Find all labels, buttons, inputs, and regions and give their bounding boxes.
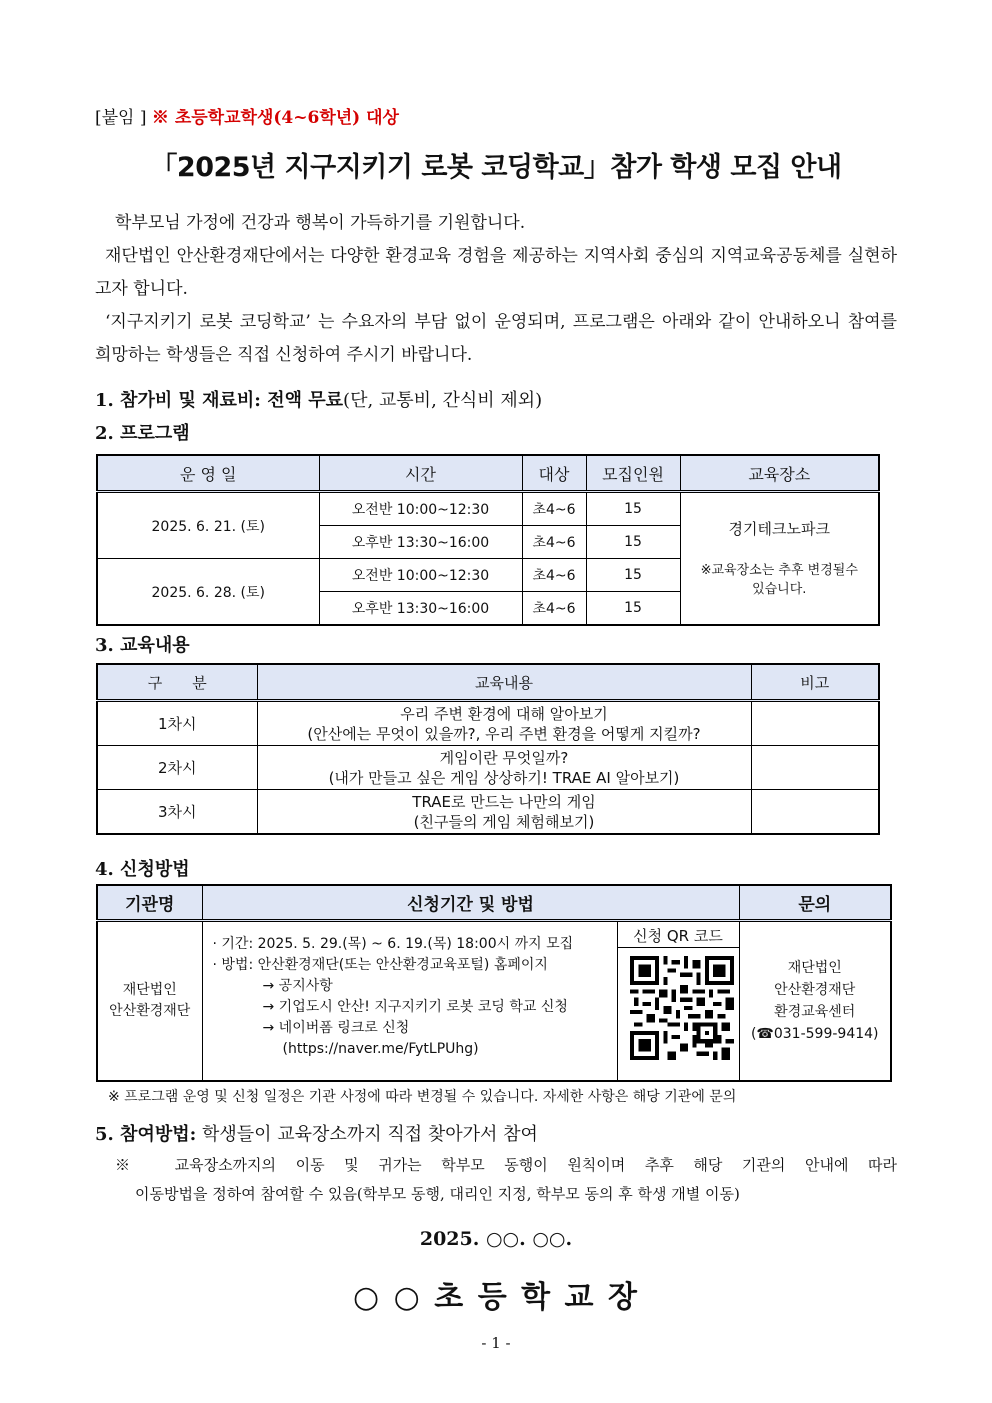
target-cell: 초4~6 [522,592,586,626]
apply-table-header [97,885,891,921]
col-remark: 비고 [751,664,879,701]
content-line: 게임이란 무엇일까? [439,748,569,767]
section-program-label: 2. 프로그램 [95,423,190,444]
target-note: ※ 초등학교학생(4~6학년) 대상 [151,108,399,128]
table-row [97,746,879,790]
content-line: (친구들의 게임 체험해보기) [413,812,595,831]
program-table-header [97,455,879,492]
remark-cell [751,790,879,835]
place-name: 경기테크노파크 [728,520,830,538]
content-cell [257,790,751,835]
table-row [97,492,879,526]
section-fee-label: 1. 참가비 및 재료비: 전액 무료 [95,390,344,411]
table-row [97,790,879,835]
apply-table [96,884,892,1082]
intro-paragraph-2: ‘지구지키기 로봇 코딩학교’ 는 수요자의 부담 없이 운영되며, 프로그램은 아래와 같이 안내하오니 참여를 희망하는 학생들은 직접 신청하여 주시기 바랍니다. [95,312,897,365]
attachment-line [95,103,399,128]
contact-cell [739,921,891,1082]
section-apply-label: 4. 신청방법 [95,859,190,880]
date-cell: 2025. 6. 21. (토) [97,492,319,559]
content-line: (안산에는 무엇이 있을까?, 우리 주변 환경을 어떻게 지킬까? [307,724,701,743]
qr-code-icon[interactable] [618,948,739,1064]
table-row [97,921,891,1082]
remark-cell [751,746,879,790]
target-cell: 초4~6 [522,492,586,526]
program-table [96,454,880,626]
intro-greeting: 학부모님 가정에 건강과 행복이 가득하기를 기원합니다. [115,213,526,233]
qr-title: 신청 QR 코드 [618,922,739,948]
apply-step: → 네이버폼 링크로 신청 [262,1020,410,1036]
participation-note-1: ※ 교육장소까지의 이동 및 귀가는 학부모 동행이 원칙이며 추후 해당 기관의 안내에 따라 [115,1156,897,1174]
place-note: ※교육장소는 추후 변경될수 있습니다. [700,563,858,597]
col-count: 모집인원 [586,455,680,492]
content-table [96,663,880,835]
section-fee-detail: (단, 교통비, 간식비 제외) [343,390,543,411]
org-line: 안산환경재단 [109,1003,191,1019]
intro-paragraph-1: 재단법인 안산환경재단에서는 다양한 환경교육 경험을 제공하는 지역사회 중심의 지역교육공동체를 실현하고자 합니다. [95,246,897,299]
section-program-heading [95,419,190,445]
col-time: 시간 [319,455,522,492]
apply-period: · 기간: 2025. 5. 29.(목) ~ 6. 19.(목) 18:00시 까지 모집 [212,936,574,952]
section-content-label: 3. 교육내용 [95,635,190,656]
time-cell: 오전반 10:00~12:30 [319,559,522,592]
col-session: 구 분 [97,664,257,701]
target-cell: 초4~6 [522,526,586,559]
col-method: 신청기간 및 방법 [202,885,739,921]
col-place: 교육장소 [680,455,879,492]
count-cell: 15 [586,559,680,592]
section-participation [95,1120,538,1146]
session-cell: 3차시 [97,790,257,835]
session-cell: 2차시 [97,746,257,790]
count-cell: 15 [586,492,680,526]
content-line: 우리 주변 환경에 대해 알아보기 [400,704,608,723]
section-fee [95,386,542,412]
remark-cell [751,701,879,746]
method-cell [202,921,617,1082]
section-participation-detail: 학생들이 교육장소까지 직접 찾아가서 참여 [202,1124,538,1145]
contact-line: 환경교육센터 [774,1004,856,1020]
col-content: 교육내용 [257,664,751,701]
apply-method: · 방법: 안산환경재단(또는 안산환경교육포털) 홈페이지 [212,957,548,973]
col-date: 운 영 일 [97,455,319,492]
time-cell: 오후반 13:30~16:00 [319,592,522,626]
content-cell [257,701,751,746]
col-target: 대상 [522,455,586,492]
page-title: 「2025년 지구지키기 로봇 코딩학교」참가 학생 모집 안내 [150,152,842,183]
schedule-notice: ※ 프로그램 운영 및 신청 일정은 기관 사정에 따라 변경될 수 있습니다. 자세한 사항은 해당 기관에 문의 [108,1089,737,1105]
attachment-tag: [붙임 ] [95,108,147,128]
session-cell: 1차시 [97,701,257,746]
participation-note-2: 이동방법을 정하여 참여할 수 있음(학부모 동행, 대리인 지정, 학부모 동의 후 학생 개별 이동) [135,1185,740,1203]
org-line: 재단법인 [122,982,177,998]
contact-phone: (☎031-599-9414) [750,1026,879,1042]
count-cell: 15 [586,526,680,559]
section-content-heading [95,631,190,657]
document-date: 2025. ○○. ○○. [419,1228,573,1250]
content-line: (내가 만들고 싶은 게임 상상하기! TRAE AI 알아보기) [328,768,680,787]
contact-line: 안산환경재단 [774,982,856,998]
org-cell [97,921,202,1082]
apply-step: → 기업도시 안산! 지구지키기 로봇 코딩 학교 신청 [262,999,568,1015]
section-apply-heading [95,855,190,881]
place-cell [680,492,879,626]
section-participation-label: 5. 참여방법: [95,1124,197,1145]
table-row [97,701,879,746]
apply-link[interactable]: (https://naver.me/FytLPUhg) [282,1041,479,1057]
qr-cell [617,921,739,1082]
signature: ○ ○ 초 등 학 교 장 [353,1280,639,1315]
content-table-header [97,664,879,701]
apply-step: → 공지사항 [262,978,333,994]
time-cell: 오후반 13:30~16:00 [319,526,522,559]
target-cell: 초4~6 [522,559,586,592]
time-cell: 오전반 10:00~12:30 [319,492,522,526]
page-number: - 1 - [481,1334,511,1352]
col-contact: 문의 [739,885,891,921]
content-cell [257,746,751,790]
contact-line: 재단법인 [787,960,842,976]
date-cell: 2025. 6. 28. (토) [97,559,319,626]
col-org: 기관명 [97,885,202,921]
content-line: TRAE로 만드는 나만의 게임 [412,792,596,811]
count-cell: 15 [586,592,680,626]
